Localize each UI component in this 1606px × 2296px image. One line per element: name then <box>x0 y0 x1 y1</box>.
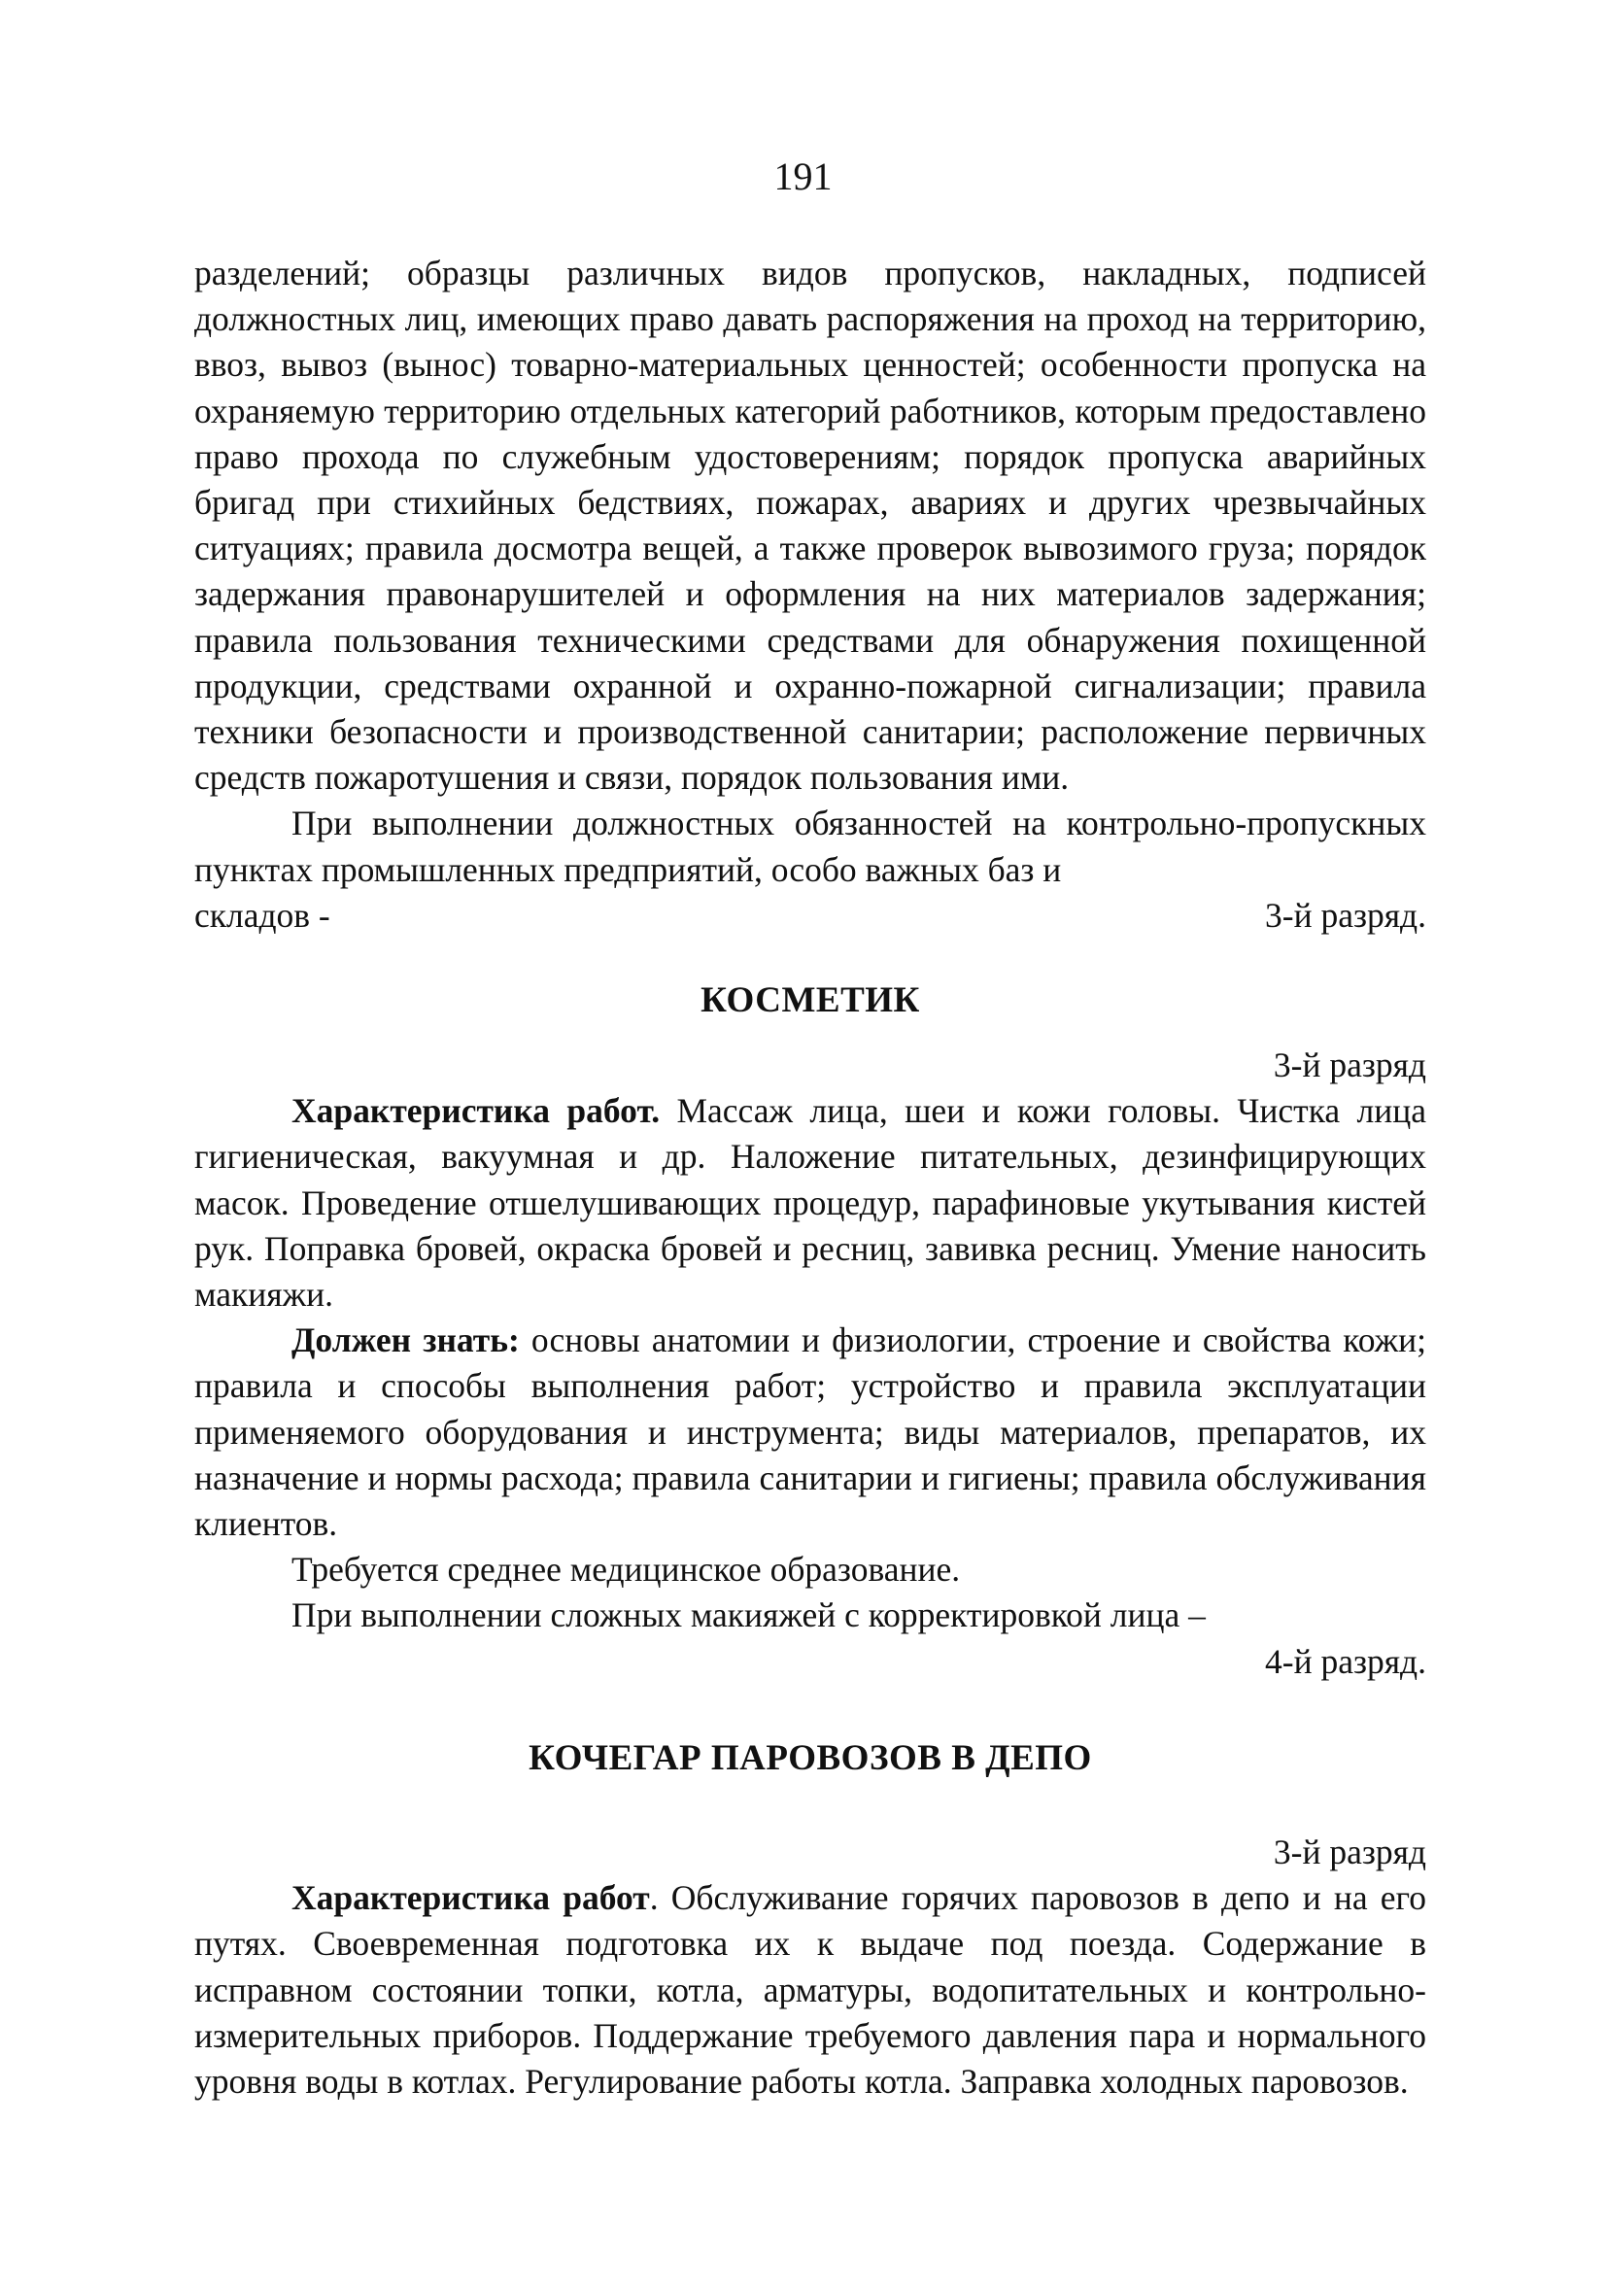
intro-condition-text: При выполнении должностных обязанностей на контрольно-пропускных пунктах промышленных предприятий, особо важных баз и <box>194 804 1426 889</box>
kochegar-title: КОЧЕГАР ПАРОВОЗОВ В ДЕПО <box>529 1737 1092 1778</box>
intro-condition <box>194 801 1426 892</box>
kosmetik-title: КОСМЕТИК <box>700 980 920 1021</box>
kosmetik-know-label: Должен знать: <box>291 1320 520 1360</box>
kosmetik-requirement: Требуется среднее медицинское образование. <box>291 1550 961 1590</box>
intro-condition-tail: складов - <box>194 895 330 935</box>
kochegar-char-text: . Обслуживание горячих паровозов в депо и на его путях. Своевременная подготовка их к выдаче под поезда. Содержание в исправном состоянии топки, котла, арматуры, водопитательных и контрольно-измерительных приборов. Поддержание требуемого давления пара и нормального уровня воды в котлах. Регулирование работы котла. Заправка холодных паровозов. <box>194 1878 1426 2101</box>
kosmetik-grade: 3-й разряд <box>1273 1045 1426 1085</box>
kochegar-char-label: Характеристика работ <box>291 1878 650 1918</box>
kosmetik-knowledge <box>194 1318 1426 1547</box>
kosmetik-char-label: Характеристика работ. <box>291 1091 661 1131</box>
kosmetik-condition: При выполнении сложных макияжей с корректировкой лица – <box>291 1595 1206 1635</box>
kosmetik-know-text: основы анатомии и физиологии, строение и свойства кожи; правила и способы выполнения работ; устройство и правила эксплуатации применяемого оборудования и инструмента; виды материалов, препаратов, их назначение и нормы расхода; правила санитарии и гигиены; правила обслуживания клиентов. <box>194 1320 1426 1544</box>
kochegar-characteristics <box>194 1875 1426 2105</box>
intro-condition-grade: 3-й разряд. <box>1265 895 1426 935</box>
body-text <box>194 251 1426 2105</box>
kosmetik-char-text: Массаж лица, шеи и кожи головы. Чистка лица гигиеническая, вакуумная и др. Наложение питательных, дезинфицирующих масок. Проведение отшелушивающих процедур, парафиновые укутывания кистей рук. Поправка бровей, окраска бровей и ресниц, завивка ресниц. Умение наносить макияжи. <box>194 1091 1426 1315</box>
kochegar-grade: 3-й разряд <box>1273 1832 1426 1871</box>
kosmetik-characteristics <box>194 1088 1426 1318</box>
intro-condition-last-line <box>194 893 1426 939</box>
intro-paragraph: разделений; образцы различных видов пропусков, накладных, подписей должностных лиц, имеющих право давать распоряжения на проход на территорию, ввоз, вывоз (вынос) товарно-материальных ценностей; особенности пропуска на охраняемую территорию отдельных категорий работников, которым предоставлено право прохода по служебным удостоверениям; порядок пропуска аварийных бригад при стихийных бедствиях, пожарах, авариях и других чрезвычайных ситуациях; правила досмотра вещей, а также проверок вывозимого груза; порядок задержания правонарушителей и оформления на них материалов задержания; правила пользования техническими средствами для обнаружения похищенной продукции, средствами охранной и охранно-пожарной сигнализации; правила техники безопасности и производственной санитарии; расположение первичных средств пожаротушения и связи, порядок пользования ими. <box>194 254 1426 798</box>
page-number: 191 <box>773 154 833 198</box>
kosmetik-condition-grade: 4-й разряд. <box>1265 1641 1426 1681</box>
